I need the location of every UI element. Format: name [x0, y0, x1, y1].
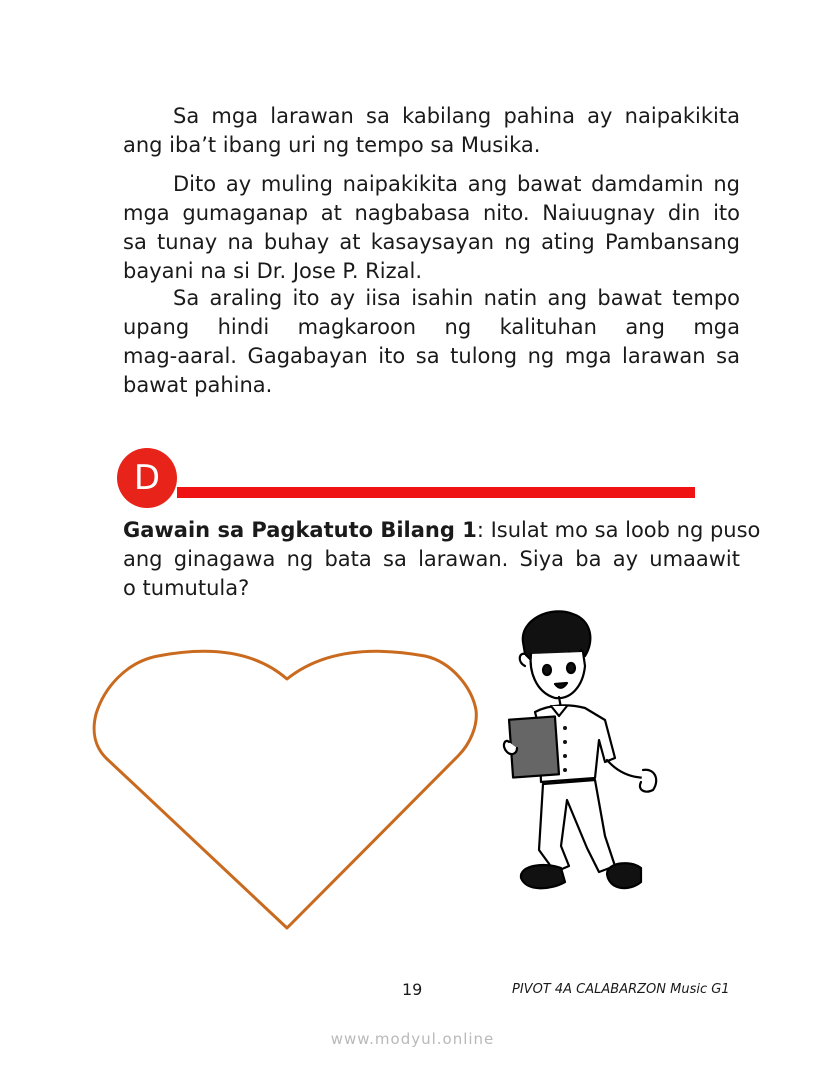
- paragraph-3: [123, 284, 740, 400]
- activity-title: Gawain sa Pagkatuto Bilang 1: [123, 518, 477, 542]
- paragraph-line: Sa mga larawan sa kabilang pahina ay naipakikita: [173, 104, 740, 128]
- activity-line: ang ginagawa ng bata sa larawan. Siya ba ay umaawit: [123, 547, 740, 571]
- page-number: 19: [402, 980, 423, 999]
- activity-text: : Isulat mo sa loob ng puso: [476, 518, 761, 542]
- activity-line: o tumutula?: [123, 576, 250, 600]
- paragraph-line: mag-aaral. Gagabayan ito sa tulong ng mga larawan sa: [123, 344, 740, 368]
- paragraph-line: bayani na si Dr. Jose P. Rizal.: [123, 259, 422, 283]
- paragraph-1: [123, 102, 740, 160]
- activity-instructions: [123, 516, 761, 603]
- paragraph-line: sa tunay na buhay at kasaysayan ng ating Pambansang: [123, 230, 740, 254]
- activity-line: [123, 516, 761, 545]
- paragraph-line: ang iba’t ibang uri ng tempo sa Musika.: [123, 133, 541, 157]
- paragraph-line: mga gumaganap at nagbabasa nito. Naiuugnay din ito: [123, 201, 740, 225]
- child-figure: [504, 611, 656, 888]
- paragraph-line: Sa araling ito ay iisa isahin natin ang bawat tempo: [173, 286, 740, 310]
- paragraph-line: bawat pahina.: [123, 373, 273, 397]
- child-holding-book-illustration: [495, 610, 665, 910]
- section-divider-bar: [177, 487, 695, 498]
- paragraph-2: [123, 170, 740, 286]
- heart-shape: [94, 651, 476, 928]
- paragraph-line: Dito ay muling naipakikita ang bawat damdamin ng: [173, 172, 740, 196]
- heart-outline-icon: [90, 648, 485, 933]
- section-badge: D: [117, 448, 177, 508]
- paragraph-line: upang hindi magkaroon ng kalituhan ang mga: [123, 315, 740, 339]
- watermark: www.modyul.online: [330, 1030, 495, 1048]
- footer-label: PIVOT 4A CALABARZON Music G1: [512, 982, 730, 997]
